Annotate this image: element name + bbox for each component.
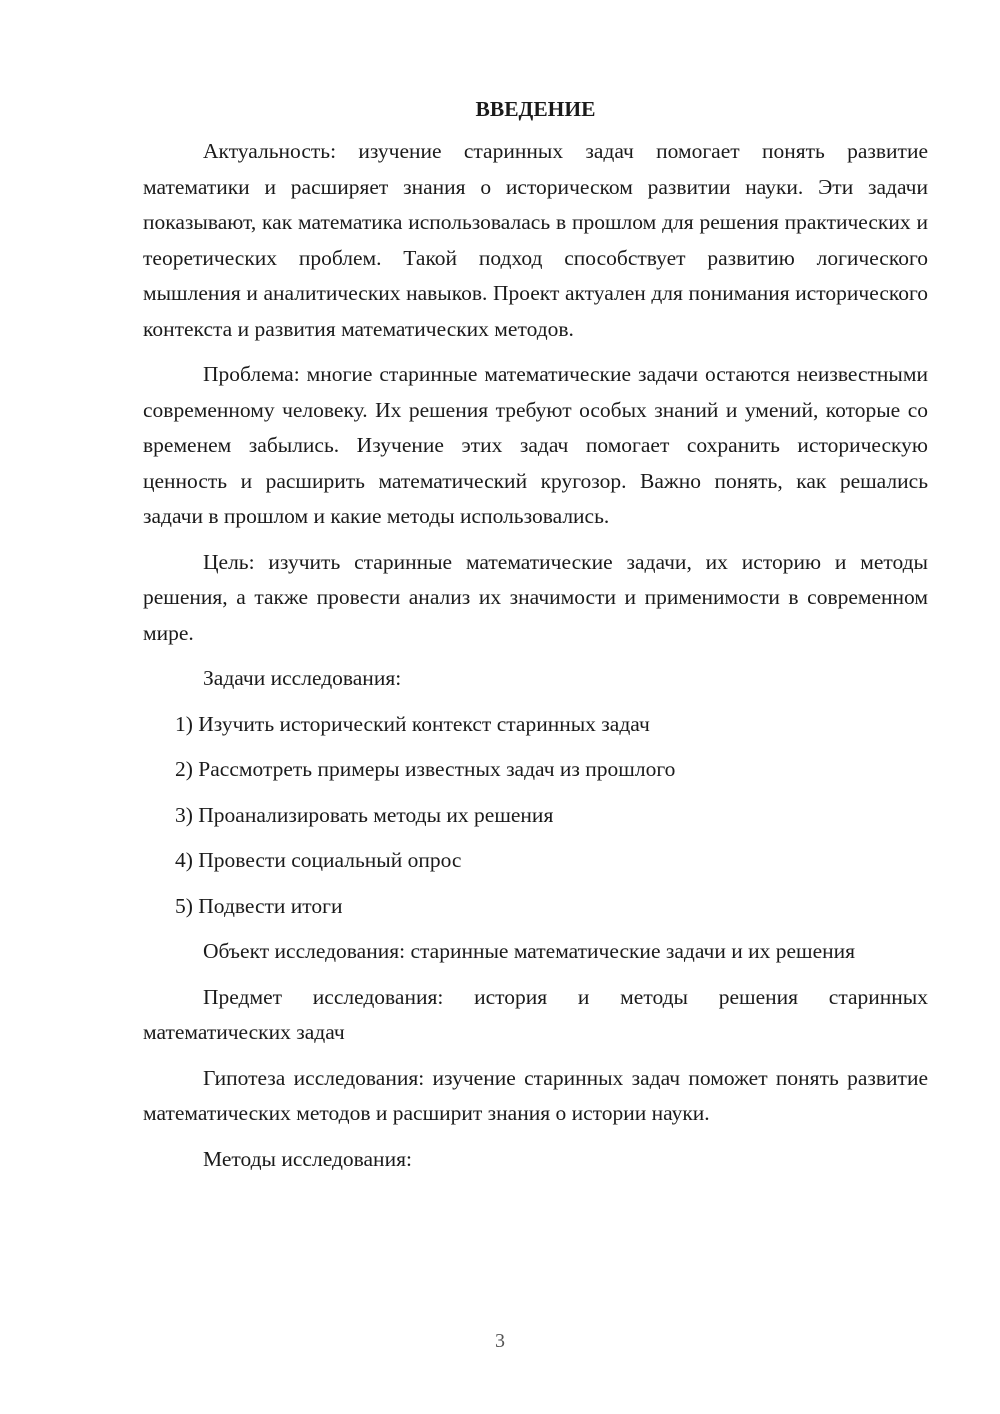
list-item: 1) Изучить исторический контекст старинных задач <box>175 711 650 736</box>
tasks-heading: Задачи исследования: <box>203 666 402 690</box>
list-item: 5) Подвести итоги <box>175 893 343 918</box>
tasks-list <box>143 707 928 925</box>
paragraph-goal: Цель: изучить старинные математические задачи, их историю и методы решения, а также провести анализ их значимости и применимости в современном мире. <box>143 549 928 645</box>
list-item: 2) Рассмотреть примеры известных задач из прошлого <box>175 757 676 781</box>
paragraph-relevance: Актуальность: изучение старинных задач помогает понять развитие математики и расширяет знания о историческом развитии науки. Эти задачи показывают, как математика использовалась в прошлом для решения практических и теоретических проблем. Такой подход способствует развитию логического мышления и аналитических навыков. Проект актуален для понимания исторического контекста и развития математических методов. <box>143 139 928 341</box>
paragraph-subject: Предмет исследования: история и методы решения старинных математических задач <box>143 984 928 1044</box>
page-title: ВВЕДЕНИЕ <box>475 97 596 121</box>
list-item: 4) Провести социальный опрос <box>175 848 462 872</box>
list-item: 3) Проанализировать методы их решения <box>175 802 554 827</box>
paragraph-problem: Проблема: многие старинные математические задачи остаются неизвестными современному человеку. Их решения требуют особых знаний и умений, которые со временем забылись. Изучение этих задач помогает сохранить историческую ценность и расширить математический кругозор. Важно понять, как решались задачи в прошлом и какие методы использовались. <box>143 362 928 528</box>
paragraph-hypothesis: Гипотеза исследования: изучение старинных задач поможет понять развитие математических методов и расширит знания о истории науки. <box>143 1065 928 1125</box>
document-page <box>143 92 928 1187</box>
page-number: 3 <box>495 1330 505 1352</box>
methods-heading: Методы исследования: <box>203 1146 412 1171</box>
paragraph-object: Объект исследования: старинные математические задачи и их решения <box>203 939 856 963</box>
